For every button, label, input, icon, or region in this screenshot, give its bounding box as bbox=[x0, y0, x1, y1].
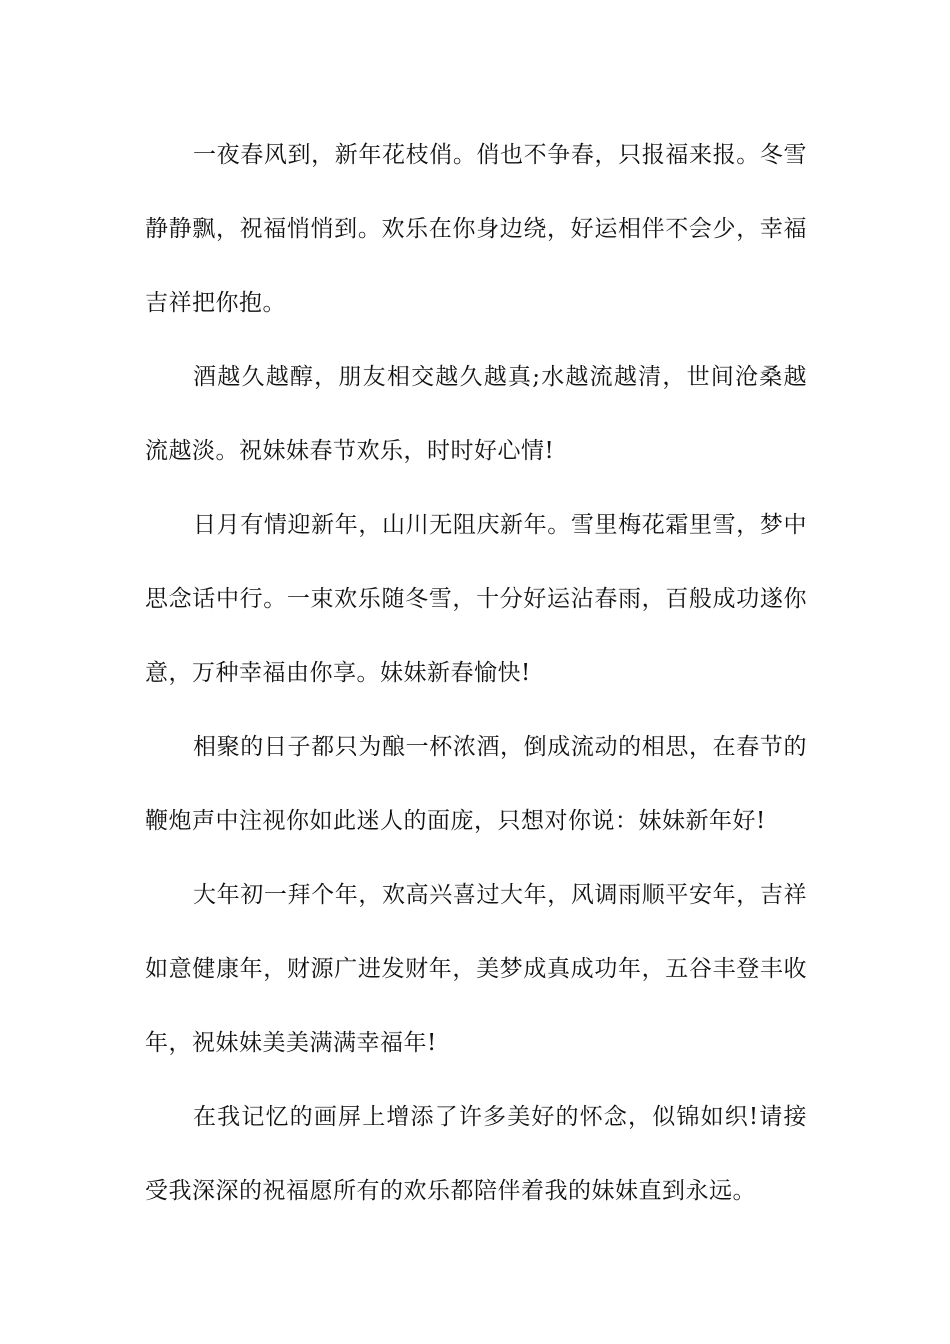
paragraph-1: 一夜春风到，新年花枝俏。俏也不争春，只报福来报。冬雪静静飘，祝福悄悄到。欢乐在你身边绕，好运相伴不会少，幸福吉祥把你抱。 bbox=[145, 142, 807, 316]
paragraph-5: 大年初一拜个年，欢高兴喜过大年，风调雨顺平安年，吉祥如意健康年，财源广进发财年，美梦成真成功年，五谷丰登丰收年，祝妹妹美美满满幸福年! bbox=[145, 882, 807, 1056]
paragraph-2: 酒越久越醇，朋友相交越久越真;水越流越清，世间沧桑越流越淡。祝妹妹春节欢乐，时时好心情! bbox=[145, 364, 807, 464]
document-body bbox=[145, 118, 807, 1228]
paragraph-4: 相聚的日子都只为酿一杯浓酒，倒成流动的相思，在春节的鞭炮声中注视你如此迷人的面庞，只想对你说：妹妹新年好! bbox=[145, 734, 807, 834]
paragraph-6: 在我记忆的画屏上增添了许多美好的怀念，似锦如织!请接受我深深的祝福愿所有的欢乐都陪伴着我的妹妹直到永远。 bbox=[145, 1104, 807, 1204]
paragraph-3: 日月有情迎新年，山川无阻庆新年。雪里梅花霜里雪，梦中思念话中行。一束欢乐随冬雪，十分好运沾春雨，百般成功遂你意，万种幸福由你享。妹妹新春愉快! bbox=[145, 512, 807, 686]
